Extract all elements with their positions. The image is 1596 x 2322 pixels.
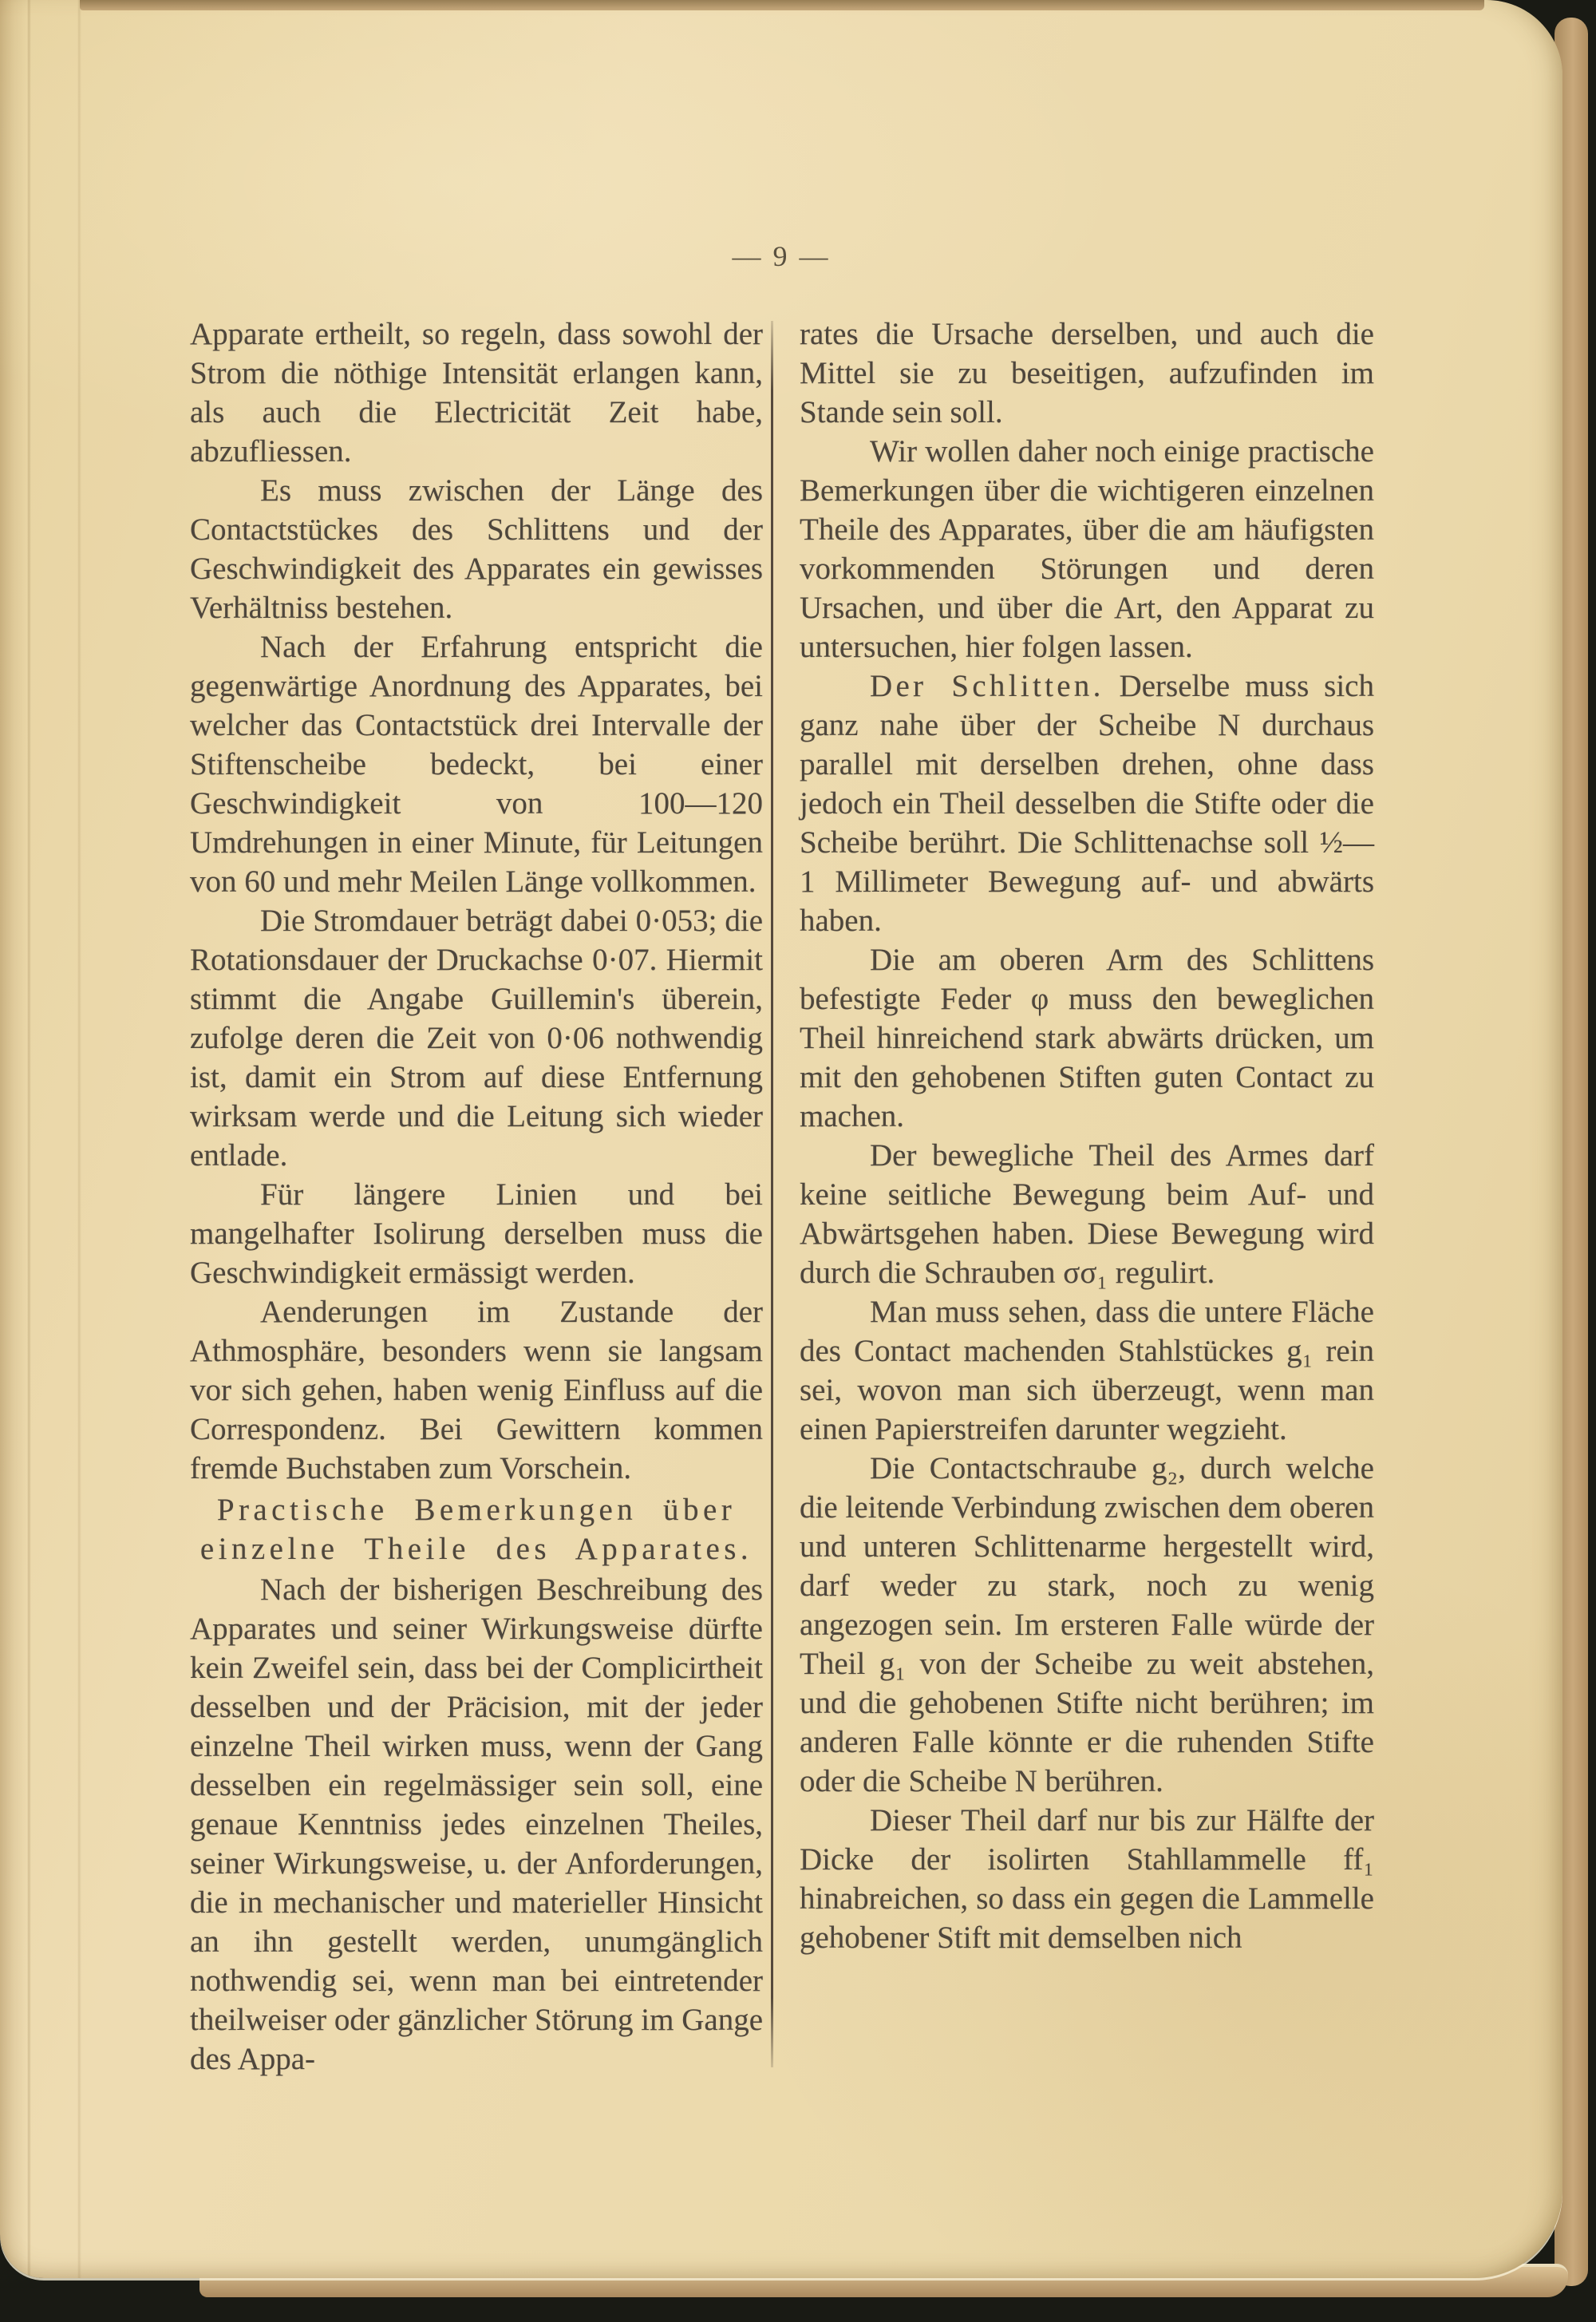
paragraph: rates die Ursache derselben, und auch die Mittel sie zu beseitigen, aufzufinden im Stande sein soll. — [800, 317, 1374, 429]
left-column — [190, 314, 763, 2079]
paragraph: Aenderungen im Zustande der Athmosphäre, besonders wenn sie langsam vor sich gehen, haben wenig Einfluss auf die Correspondenz. Bei Gewittern kommen fremde Buchstaben zum Vorschein. — [190, 1295, 763, 1485]
section-heading-line2: einzelne Theile des Apparates. — [200, 1532, 753, 1566]
right-column — [800, 314, 1374, 1957]
paragraph-text: Derselbe muss sich ganz nahe über der Scheibe N durchaus parallel mit derselben drehen, ohne dass jedoch ein Theil desselben die Stifte oder die Scheibe berührt. Die Schlittenachse soll ½—1 Millimeter Bewegung auf- und abwärts haben. — [800, 669, 1374, 938]
paragraph: Dieser Theil darf nur bis zur Hälfte der Dicke der isolirten Stahllammelle ff₁ hinabreichen, so dass ein gegen die Lammelle gehobener Stift mit demselben nich — [800, 1803, 1374, 1955]
page-number: — 9 — — [732, 240, 831, 272]
paragraph: Für längere Linien und bei mangelhafter Isolirung derselben muss die Geschwindigkeit ermässigt werden. — [190, 1177, 763, 1290]
paragraph: Der bewegliche Theil des Armes darf keine seitliche Bewegung beim Auf- und Abwärtsgehen haben. Diese Bewegung wird durch die Schrauben σσ₁ regulirt. — [800, 1138, 1374, 1290]
section-heading-line1: Practische Bemerkungen über — [216, 1493, 737, 1527]
paragraph: Man muss sehen, dass die untere Fläche des Contact machenden Stahlstückes g₁ rein sei, wovon man sich überzeugt, wenn man einen Papierstreifen darunter wegzieht. — [800, 1295, 1374, 1446]
column-divider — [771, 321, 773, 2067]
paragraph: Es muss zwischen der Länge des Contactstückes des Schlittens und der Geschwindigkeit des Apparates ein gewisses Verhältniss bestehen. — [190, 473, 763, 625]
paragraph-lead: Der Schlitten. — [870, 669, 1104, 703]
section-heading — [190, 1490, 763, 1568]
paragraph — [800, 667, 1374, 940]
paragraph: Die Stromdauer beträgt dabei 0·053; die Rotationsdauer der Druckachse 0·07. Hiermit stimmt die Angabe Guillemin's überein, zufolge deren die Zeit von 0·06 nothwendig ist, damit ein Strom auf diese Entfernung wirksam werde und die Leitung sich wieder entlade. — [190, 904, 763, 1173]
paragraph: Nach der Erfahrung entspricht die gegenwärtige Anordnung des Apparates, bei welcher das Contactstück drei Intervalle der Stiftenscheibe bedeckt, bei einer Geschwindigkeit von 100—120 Umdrehungen in einer Minute, für Leitungen von 60 und mehr Meilen Länge vollkommen. — [190, 630, 763, 899]
paragraph: Wir wollen daher noch einige practische Bemerkungen über die wichtigeren einzelnen Theile des Apparates, über die am häufigsten vorkommenden Störungen und deren Ursachen, und über die Art, den Apparat zu untersuchen, hier folgen lassen. — [800, 434, 1374, 664]
paragraph: Apparate ertheilt, so regeln, dass sowohl der Strom die nöthige Intensität erlangen kann, als auch die Electricität Zeit habe, abzufliessen. — [190, 317, 763, 469]
paragraph: Die am oberen Arm des Schlittens befestigte Feder φ muss den beweglichen Theil hinreichend stark abwärts drücken, um mit den gehobenen Stiften guten Contact zu machen. — [800, 943, 1374, 1133]
paragraph: Nach der bisherigen Beschreibung des Apparates und seiner Wirkungsweise dürfte kein Zweifel sein, dass bei der Complicirtheit desselben und der Präcision, mit der jeder einzelne Theil wirken muss, wenn der Gang desselben ein regelmässiger sein soll, eine genaue Kenntniss jedes einzelnen Theiles, seiner Wirkungsweise, u. der Anforderungen, die in mechanischer und materieller Hinsicht an ihn gestellt werden, unumgänglich nothwendig sei, wenn man bei eintretender theilweiser oder gänzlicher Störung im Gange des Appa- — [190, 1572, 764, 2076]
page-edge-top — [80, 0, 1484, 10]
paragraph: Die Contactschraube g₂, durch welche die leitende Verbindung zwischen dem oberen und unteren Schlittenarme hergestellt wird, darf weder zu stark, noch zu wenig angezogen sein. Im ersteren Falle würde der Theil g₁ von der Scheibe zu weit abstehen, und die gehobenen Stifte nicht berühren; im anderen Falle könnte er die ruhenden Stifte oder die Scheibe N berühren. — [800, 1451, 1374, 1798]
